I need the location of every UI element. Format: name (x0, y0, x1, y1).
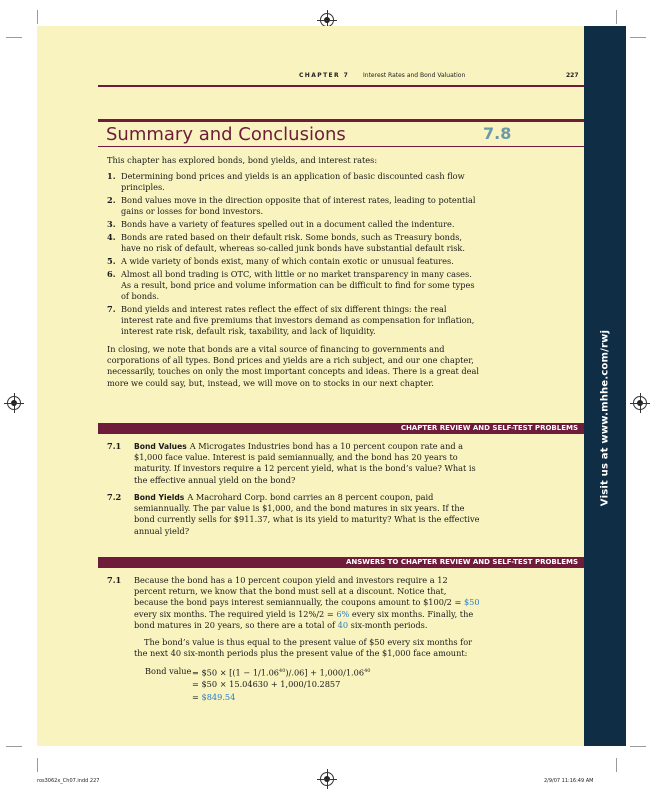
crop-mark (630, 37, 646, 38)
answer-highlight: $50 (463, 597, 480, 608)
equation-line-1: = $50 × $[(1 - 1/1.06^{40})/.06] + 1,000/1.06^{40}$ (192, 667, 371, 678)
section-title-rule (98, 119, 584, 122)
registration-mark-icon (320, 13, 334, 27)
registration-mark-icon (633, 396, 647, 410)
crop-mark (6, 746, 22, 747)
crop-mark (37, 10, 38, 24)
equation-line-3: = $849.54 (192, 692, 236, 702)
list-item: 3. Bonds have a variety of features spelled out in a document called the indenture. (107, 218, 455, 229)
crop-mark (6, 37, 22, 38)
section-title: Summary and Conclusions (106, 124, 346, 145)
equation-line-2: = $50 × 15.04630 + 1,000/10.2857 (192, 679, 341, 689)
bond-value-result: $849.54 (201, 692, 236, 702)
running-header-title: Interest Rates and Bond Valuation (363, 72, 466, 79)
answer-highlight: 40 (337, 619, 349, 630)
problem-7-1: 7.1 Bond Values A Microgates Industries bond has a 10 percent coupon rate and a $1,000 face value. Interest is paid semiannually, and the bond has 20 years to maturity. If investors require a 12 percent yield, what is the bond’s value? What is the effective annual yield on the bond? (107, 441, 476, 485)
header-rule (98, 85, 584, 87)
running-header-chapter: CHAPTER 7 (299, 72, 350, 79)
equation-label: Bond value (145, 666, 192, 676)
answer-highlight: 6% (336, 608, 350, 619)
list-item: 6. Almost all bond trading is OTC, with little or no market transparency in many cases. As a result, bond price and volume information can be difficult to find for some types of bonds. (107, 268, 475, 301)
review-heading: CHAPTER REVIEW AND SELF-TEST PROBLEMS (400, 424, 578, 432)
answer-7-1: 7.1 Because the bond has a 10 percent coupon yield and investors require a 12 percent return, we know that the bond must sell at a discount. Notice that, because the bond pays interest semiannually, the coupons amount to $100/2 = $50 every six months. The required yield is 12%/2 = 6% every six months. Finally, the bond matures in 20 years, so there are a total of 40 six-month periods. (107, 575, 480, 630)
section-title-underline (98, 146, 584, 147)
registration-mark-icon (320, 772, 334, 786)
problem-7-2: 7.2 Bond Yields A Macrohard Corp. bond carries an 8 percent coupon, paid semiannually. The par value is $1,000, and the bond matures in six years. If the bond currently sells for $911.37, what is its yield to maturity? What is the effective annual yield? (107, 492, 480, 536)
section-number: 7.8 (483, 124, 512, 143)
registration-mark-icon (7, 396, 21, 410)
answers-heading-bar (98, 557, 584, 568)
footer-timestamp: 2/9/07 11:16:49 AM (544, 778, 594, 784)
problem-title: Bond Yields (134, 493, 185, 502)
list-item: 7. Bond yields and interest rates reflect the effect of six different things: the real interest rate and five premiums that investors demand as compensation for inflation, interest rate risk, default risk, taxability, and lack of liquidity. (107, 303, 475, 336)
crop-mark (616, 758, 617, 772)
crop-mark (616, 10, 617, 24)
sidebar-url-text: Visit us at www.mhhe.com/rwj (599, 329, 611, 507)
list-item: 2. Bond values move in the direction opposite that of interest rates, leading to potential gains or losses for bond investors. (107, 194, 476, 217)
answers-heading: ANSWERS TO CHAPTER REVIEW AND SELF-TEST PROBLEMS (345, 558, 578, 566)
summary-closing: In closing, we note that bonds are a vital source of financing to governments and corporations of all types. Bond prices and yields are a rich subject, and our one chapter, necessarily, touches on only the most important concepts and ideas. There is a great deal more we could say, but, instead, we will move on to stocks in our next chapter. (107, 344, 479, 388)
list-item: 4. Bonds are rated based on their default risk. Some bonds, such as Treasury bonds, have no risk of default, whereas so-called junk bonds have substantial default risk. (107, 231, 465, 253)
list-item: 1. Determining bond prices and yields is an application of basic discounted cash flow principles. (107, 171, 465, 193)
problem-title: Bond Values (134, 442, 187, 451)
review-heading-bar (98, 423, 584, 434)
crop-mark (37, 758, 38, 772)
summary-intro: This chapter has explored bonds, bond yields, and interest rates: (107, 155, 378, 165)
summary-list (107, 171, 480, 339)
footer-file-name: ros3062x_Ch07.indd 227 (37, 778, 100, 784)
list-item: 5. A wide variety of bonds exist, many of which contain exotic or unusual features. (107, 255, 454, 266)
crop-mark (630, 746, 646, 747)
page-number: 227 (566, 72, 579, 79)
answer-paragraph: The bond’s value is thus equal to the present value of $50 every six months for the next 40 six-month periods plus the present value of the $1,000 face amount: (134, 637, 473, 659)
